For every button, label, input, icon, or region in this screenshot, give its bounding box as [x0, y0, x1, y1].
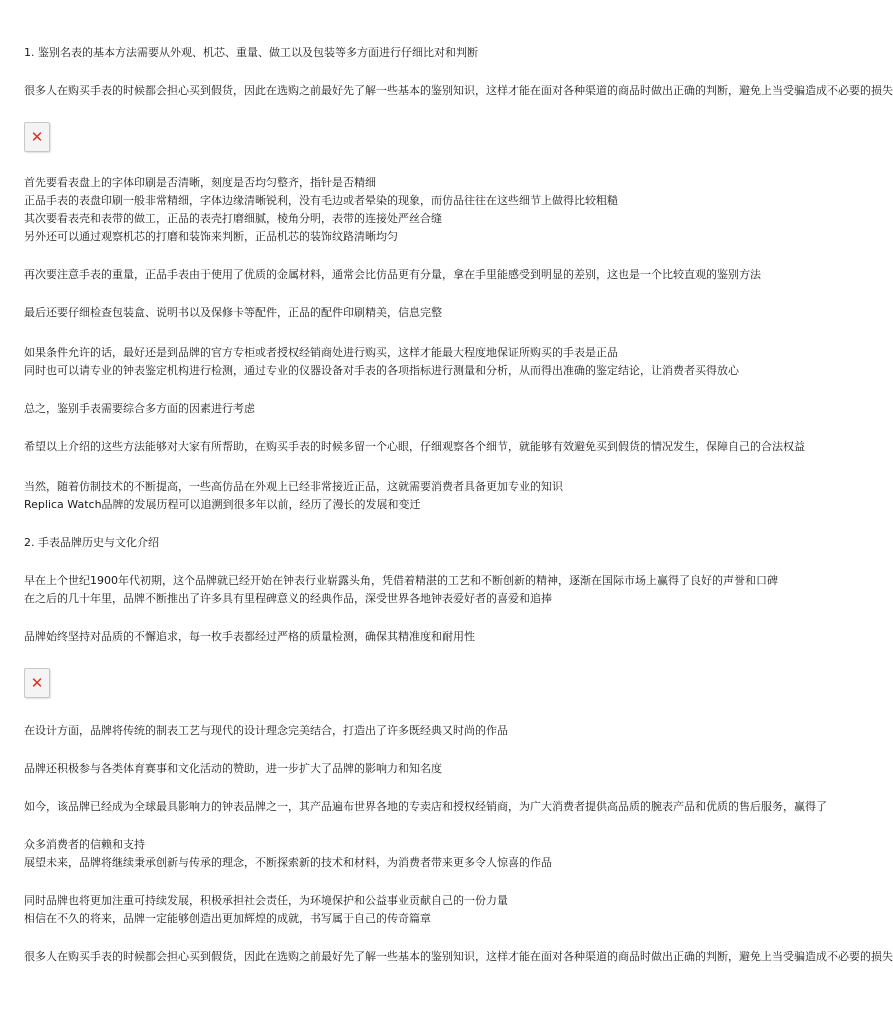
paragraph: 总之，鉴别手表需要综合多方面的因素进行考虑 — [24, 402, 255, 415]
paragraph: 很多人在购买手表的时候都会担心买到假货，因此在选购之前最好先了解一些基本的鉴别知识，这样才能在面对各种渠道的商品时做出正确的判断，避免上当受骗造成不必要的损失 — [24, 950, 893, 963]
paragraph: 希望以上介绍的这些方法能够对大家有所帮助，在购买手表的时候多留一个心眼，仔细观察各个细节，就能够有效避免买到假货的情况发生，保障自己的合法权益 — [24, 440, 805, 453]
paragraph: 同时品牌也将更加注重可持续发展，积极承担社会责任，为环境保护和公益事业贡献自己的一份力量 — [24, 894, 508, 907]
paragraph: 众多消费者的信赖和支持 — [24, 838, 145, 851]
paragraph: 其次要看表壳和表带的做工，正品的表壳打磨细腻，棱角分明，表带的连接处严丝合缝 — [24, 212, 442, 225]
paragraph: 如今，该品牌已经成为全球最具影响力的钟表品牌之一，其产品遍布世界各地的专卖店和授权经销商，为广大消费者提供高品质的腕表产品和优质的售后服务，赢得了 — [24, 800, 827, 813]
red-x-icon: ✕ — [30, 673, 44, 692]
paragraph: 早在上个世纪1900年代初期，这个品牌就已经开始在钟表行业崭露头角，凭借着精湛的工艺和不断创新的精神，逐渐在国际市场上赢得了良好的声誉和口碑 — [24, 574, 778, 587]
paragraph: 在之后的几十年里，品牌不断推出了许多具有里程碑意义的经典作品，深受世界各地钟表爱好者的喜爱和追捧 — [24, 592, 552, 605]
paragraph: 相信在不久的将来，品牌一定能够创造出更加辉煌的成就，书写属于自己的传奇篇章 — [24, 912, 431, 925]
paragraph: 品牌还积极参与各类体育赛事和文化活动的赞助，进一步扩大了品牌的影响力和知名度 — [24, 762, 442, 775]
paragraph: Replica Watch品牌的发展历程可以追溯到很多年以前，经历了漫长的发展和变迁 — [24, 498, 421, 511]
red-x-icon: ✕ — [30, 127, 44, 146]
paragraph: 展望未来，品牌将继续秉承创新与传承的理念，不断探索新的技术和材料，为消费者带来更多令人惊喜的作品 — [24, 856, 552, 869]
paragraph: 正品手表的表盘印刷一般非常精细，字体边缘清晰锐利，没有毛边或者晕染的现象，而仿品往往在这些细节上做得比较粗糙 — [24, 194, 618, 207]
paragraph: 最后还要仔细检查包装盒、说明书以及保修卡等配件，正品的配件印刷精美，信息完整 — [24, 306, 442, 319]
paragraph: 品牌始终坚持对品质的不懈追求，每一枚手表都经过严格的质量检测，确保其精准度和耐用性 — [24, 630, 475, 643]
section-heading-1: 1. 鉴别名表的基本方法需要从外观、机芯、重量、做工以及包装等多方面进行仔细比对和判断 — [24, 46, 478, 59]
paragraph: 同时也可以请专业的钟表鉴定机构进行检测，通过专业的仪器设备对手表的各项指标进行测量和分析，从而得出准确的鉴定结论，让消费者买得放心 — [24, 364, 739, 377]
paragraph: 再次要注意手表的重量，正品手表由于使用了优质的金属材料，通常会比仿品更有分量，拿在手里能感受到明显的差别，这也是一个比较直观的鉴别方法 — [24, 268, 761, 281]
paragraph: 在设计方面，品牌将传统的制表工艺与现代的设计理念完美结合，打造出了许多既经典又时尚的作品 — [24, 724, 508, 737]
paragraph: 如果条件允许的话，最好还是到品牌的官方专柜或者授权经销商处进行购买，这样才能最大程度地保证所购买的手表是正品 — [24, 346, 618, 359]
paragraph: 当然，随着仿制技术的不断提高，一些高仿品在外观上已经非常接近正品，这就需要消费者具备更加专业的知识 — [24, 480, 563, 493]
broken-image-icon — [24, 122, 50, 152]
paragraph: 首先要看表盘上的字体印刷是否清晰，刻度是否均匀整齐，指针是否精细 — [24, 176, 376, 189]
paragraph: 另外还可以通过观察机芯的打磨和装饰来判断，正品机芯的装饰纹路清晰均匀 — [24, 230, 398, 243]
section-heading-2: 2. 手表品牌历史与文化介绍 — [24, 536, 159, 549]
paragraph: 很多人在购买手表的时候都会担心买到假货，因此在选购之前最好先了解一些基本的鉴别知识，这样才能在面对各种渠道的商品时做出正确的判断，避免上当受骗造成不必要的损失 — [24, 84, 893, 97]
broken-image-icon — [24, 668, 50, 698]
